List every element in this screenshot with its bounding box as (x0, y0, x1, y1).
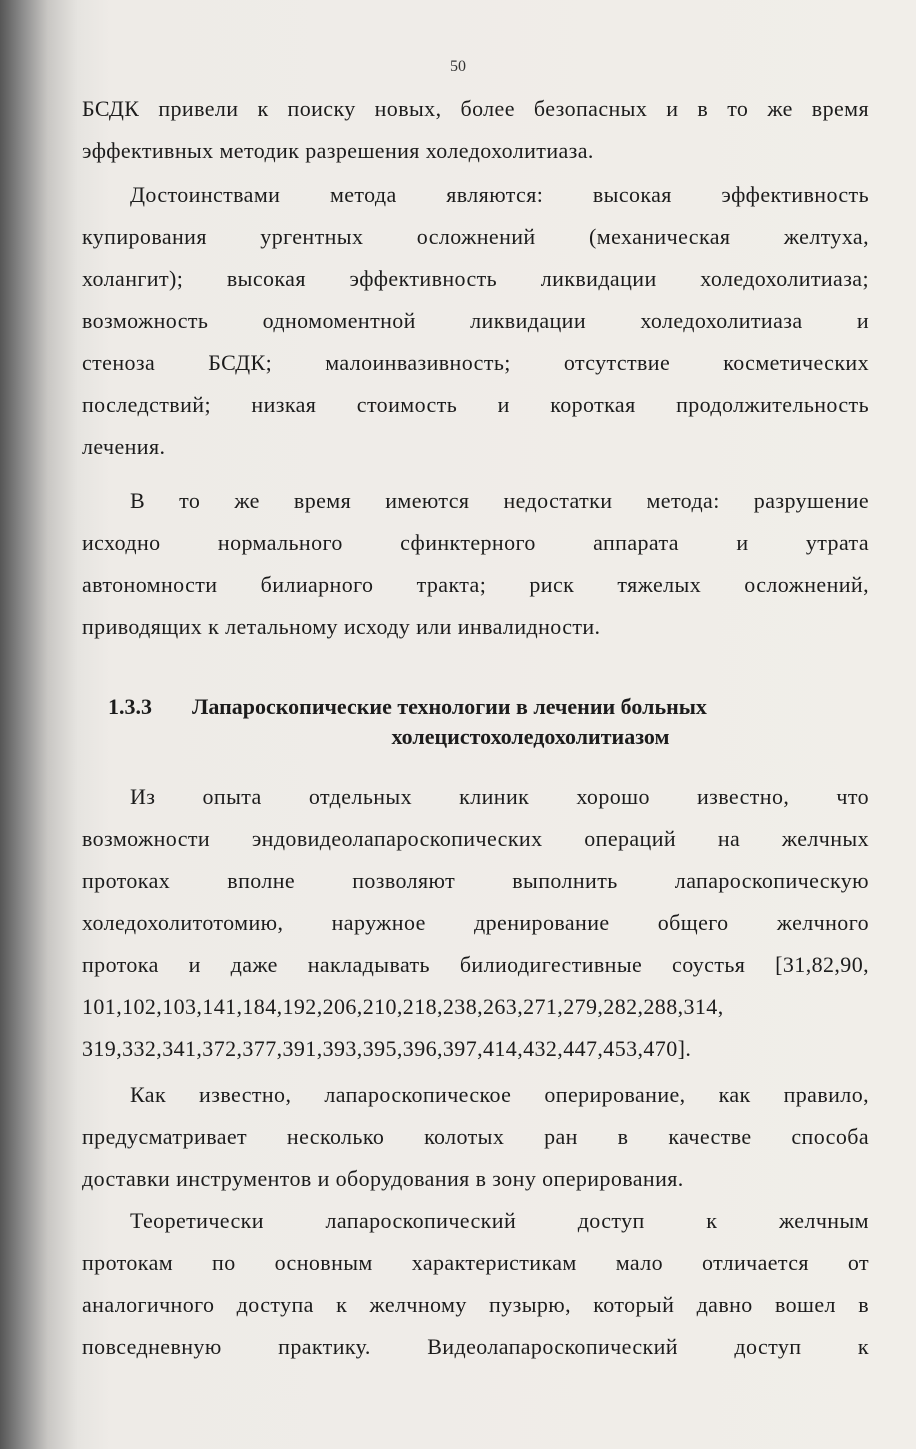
text-line: приводящих к летальному исходу или инвалидности. (82, 614, 601, 639)
text-line: Как известно, лапароскопическое оперирование, как правило, (130, 1082, 869, 1107)
text-line: протоках вполне позволяют выполнить лапароскопическую (82, 868, 869, 893)
text-line: 101,102,103,141,184,192,206,210,218,238,263,271,279,282,288,314, (82, 994, 724, 1019)
text-line: возможность одномоментной ликвидации холедохолитиаза и (82, 308, 869, 333)
paragraph-1 (82, 88, 869, 172)
text-line: лечения. (82, 434, 166, 459)
paragraph-6 (82, 1200, 869, 1368)
text-line: Достоинствами метода являются: высокая эффективность (130, 182, 869, 207)
paragraph-3 (82, 480, 869, 648)
text-line: исходно нормального сфинктерного аппарата и утрата (82, 530, 869, 555)
text-line: В то же время имеются недостатки метода: разрушение (130, 488, 869, 513)
text-line: эффективных методик разрешения холедохолитиаза. (82, 138, 594, 163)
section-title-line-2: холецистохоледохолитиазом (391, 724, 670, 749)
text-line: протока и даже накладывать билиодигестивные соустья [31,82,90, (82, 952, 869, 977)
text-line: предусматривает несколько колотых ран в качестве способа (82, 1124, 869, 1149)
text-line: купирования ургентных осложнений (механическая желтуха, (82, 224, 869, 249)
text-line: возможности эндовидеолапароскопических операций на желчных (82, 826, 869, 851)
text-line: холангит); высокая эффективность ликвидации холедохолитиаза; (82, 266, 869, 291)
text-line: повседневную практику. Видеолапароскопический доступ к (82, 1334, 869, 1359)
page-number: 50 (450, 58, 466, 75)
text-line: Теоретически лапароскопический доступ к желчным (130, 1208, 869, 1233)
text-line: автономности билиарного тракта; риск тяжелых осложнений, (82, 572, 869, 597)
paragraph-5 (82, 1074, 869, 1200)
text-line: холедохолитотомию, наружное дренирование общего желчного (82, 910, 869, 935)
text-line: Из опыта отдельных клиник хорошо известно, что (130, 784, 869, 809)
text-line: протокам по основным характеристикам мало отличается от (82, 1250, 869, 1275)
paragraph-4 (82, 776, 869, 1070)
text-line: стеноза БСДК; малоинвазивность; отсутствие косметических (82, 350, 869, 375)
text-line: аналогичного доступа к желчному пузырю, который давно вошел в (82, 1292, 869, 1317)
section-title-line-1: Лапароскопические технологии в лечении больных (192, 694, 707, 719)
text-line: доставки инструментов и оборудования в зону оперирования. (82, 1166, 684, 1191)
text-line: последствий; низкая стоимость и короткая продолжительность (82, 392, 869, 417)
text-line: БСДК привели к поиску новых, более безопасных и в то же время (82, 96, 869, 121)
section-number: 1.3.3 (108, 694, 152, 719)
paragraph-2 (82, 174, 869, 468)
text-line: 319,332,341,372,377,391,393,395,396,397,414,432,447,453,470]. (82, 1036, 692, 1061)
